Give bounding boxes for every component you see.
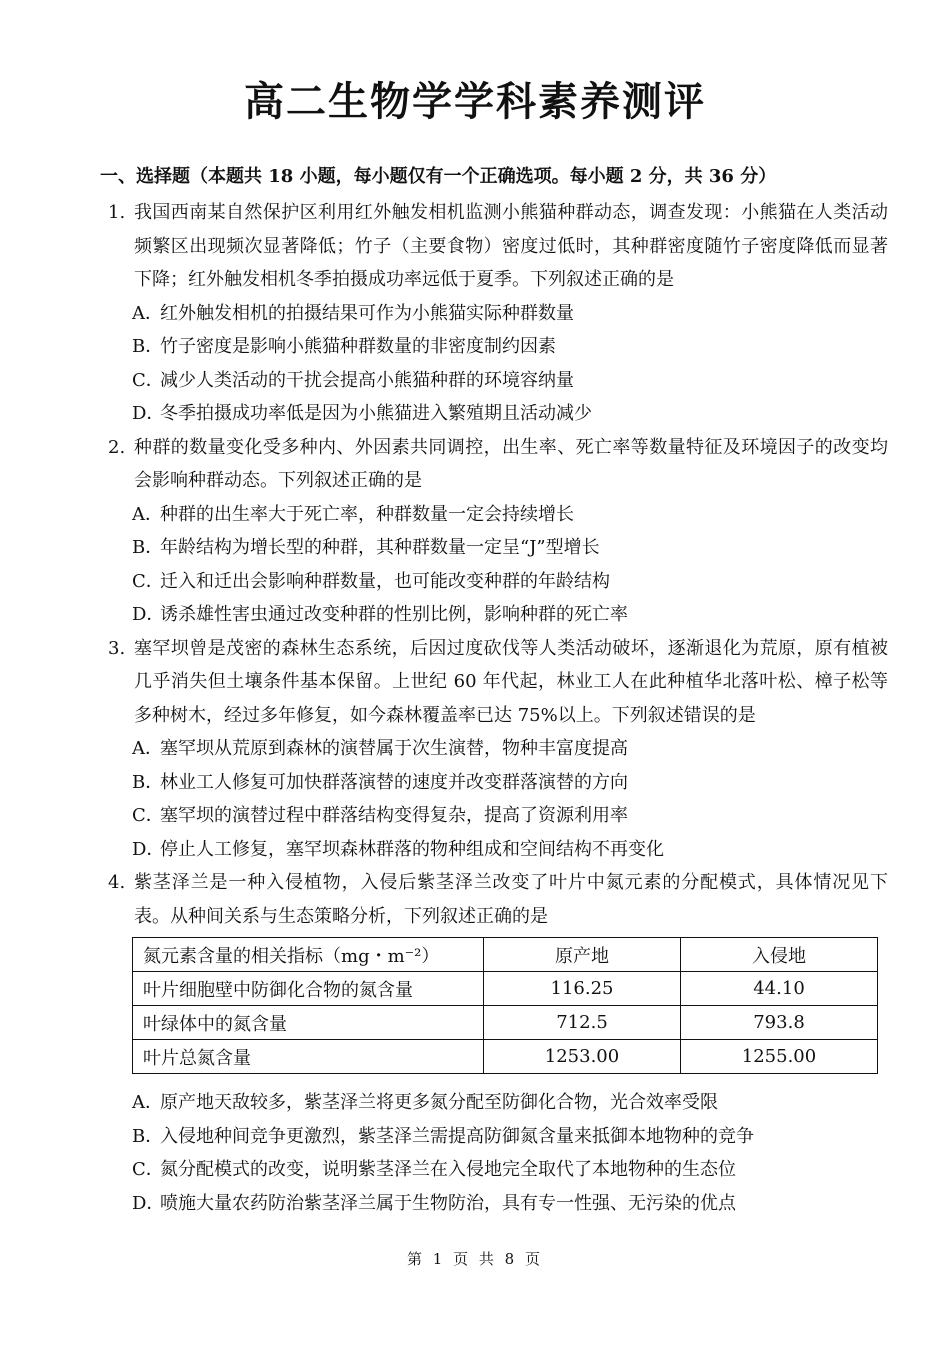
table-cell: 叶片总氮含量	[133, 1040, 484, 1074]
option-text: 林业工人修复可加快群落演替的速度并改变群落演替的方向	[160, 771, 628, 793]
option-a	[108, 1086, 888, 1120]
option-text: 诱杀雄性害虫通过改变种群的性别比例，影响种群的死亡率	[160, 604, 628, 625]
table-row	[133, 972, 878, 1006]
question-number: 4.	[108, 872, 126, 893]
option-text: 原产地天敌较多，紫茎泽兰将更多氮分配至防御化合物，光合效率受限	[160, 1092, 718, 1113]
question-stem: 紫茎泽兰是一种入侵植物，入侵后紫茎泽兰改变了叶片中氮元素的分配模式，具体情况见下表。从种间关系与生态策略分析，下列叙述正确的是	[134, 872, 888, 927]
question-2	[108, 431, 888, 632]
option-label: C．	[132, 369, 164, 391]
option-b	[108, 1120, 888, 1154]
table-header-row	[133, 938, 878, 972]
table-row	[133, 1006, 878, 1040]
option-text: 竹子密度是影响小熊猫种群数量的非密度制约因素	[160, 336, 556, 357]
option-label: A．	[132, 1092, 163, 1113]
table-cell: 1255.00	[681, 1040, 878, 1074]
option-text: 塞罕坝的演替过程中群落结构变得复杂，提高了资源利用率	[160, 805, 628, 826]
option-label: D．	[132, 604, 165, 625]
question-stem: 我国西南某自然保护区利用红外触发相机监测小熊猫种群动态，调查发现：小熊猫在人类活动频繁区出现频次显著降低；竹子（主要食物）密度过低时，其种群密度随竹子密度降低而显著下降；红外触发相机冬季拍摄成功率远低于夏季。下列叙述正确的是	[134, 202, 888, 290]
question-stem: 塞罕坝曾是茂密的森林生态系统，后因过度砍伐等人类活动破坏，逐渐退化为荒原，原有植被几乎消失但土壤条件基本保留。上世纪 60 年代起，林业工人在此种植华北落叶松、樟子松等多种树木，经过多年修复，如今森林覆盖率已达 75%以上。下列叙述错误的是	[134, 637, 888, 726]
page-footer: 第 1 页 共 8 页	[407, 1250, 543, 1268]
option-label: D．	[132, 1192, 165, 1214]
option-label: C．	[132, 805, 164, 826]
table-header-cell: 入侵地	[681, 938, 878, 972]
option-label: C．	[132, 570, 164, 592]
option-text: 塞罕坝从荒原到森林的演替属于次生演替，物种丰富度提高	[160, 738, 628, 759]
section-heading: 一、选择题（本题共 18 小题，每小题仅有一个正确选项。每小题 2 分，共 36 分）	[100, 166, 777, 187]
option-d	[108, 1187, 888, 1221]
option-text: 氮分配模式的改变，说明紫茎泽兰在入侵地完全取代了本地物种的生态位	[160, 1159, 736, 1180]
table-cell: 712.5	[484, 1006, 681, 1040]
option-text: 迁入和迁出会影响种群数量，也可能改变种群的年龄结构	[160, 570, 610, 592]
question-number: 1.	[108, 202, 126, 223]
table-cell: 116.25	[484, 972, 681, 1006]
option-text: 入侵地种间竞争更激烈，紫茎泽兰需提高防御氮含量来抵御本地物种的竞争	[160, 1125, 754, 1147]
option-label: D．	[132, 838, 165, 860]
option-label: B．	[132, 1125, 164, 1147]
table-header-cell: 原产地	[484, 938, 681, 972]
question-4	[108, 866, 888, 1220]
question-1	[108, 196, 888, 431]
question-stem: 种群的数量变化受多种内、外因素共同调控，出生率、死亡率等数量特征及环境因子的改变均会影响种群动态。下列叙述正确的是	[134, 436, 888, 491]
option-label: B．	[132, 336, 164, 357]
option-label: B．	[132, 537, 164, 558]
option-label: B．	[132, 771, 164, 793]
table-cell: 793.8	[681, 1006, 878, 1040]
option-label: D．	[132, 403, 165, 424]
option-text: 喷施大量农药防治紫茎泽兰属于生物防治，具有专一性强、无污染的优点	[160, 1192, 736, 1214]
option-a	[108, 732, 888, 766]
option-text: 年龄结构为增长型的种群，其种群数量一定呈“J”型增长	[160, 537, 600, 558]
table-cell: 44.10	[681, 972, 878, 1006]
option-c	[108, 799, 888, 833]
question-number: 3.	[108, 637, 126, 659]
option-text: 种群的出生率大于死亡率，种群数量一定会持续增长	[160, 503, 574, 525]
option-c	[108, 565, 888, 599]
option-c	[108, 1153, 888, 1187]
option-text: 冬季拍摄成功率低是因为小熊猫进入繁殖期且活动减少	[160, 403, 592, 424]
option-label: A．	[132, 302, 163, 324]
option-b	[108, 531, 888, 565]
option-d	[108, 397, 888, 431]
table-cell: 叶片细胞壁中防御化合物的氮含量	[133, 972, 484, 1006]
option-label: C．	[132, 1159, 164, 1180]
table-cell: 1253.00	[484, 1040, 681, 1074]
option-d	[108, 833, 888, 867]
question-number: 2.	[108, 436, 126, 458]
option-a	[108, 498, 888, 532]
option-text: 减少人类活动的干扰会提高小熊猫种群的环境容纳量	[160, 369, 574, 391]
table-cell: 叶绿体中的氮含量	[133, 1006, 484, 1040]
table-row	[133, 1040, 878, 1074]
option-b	[108, 330, 888, 364]
option-b	[108, 766, 888, 800]
option-label: A．	[132, 503, 163, 525]
option-label: A．	[132, 738, 163, 759]
option-d	[108, 598, 888, 632]
option-c	[108, 364, 888, 398]
page-title: 高二生物学学科素养测评	[244, 79, 706, 125]
question-3	[108, 632, 888, 867]
table-header-cell: 氮元素含量的相关指标（mg・m⁻²）	[133, 938, 484, 972]
option-text: 停止人工修复，塞罕坝森林群落的物种组成和空间结构不再变化	[160, 838, 664, 860]
nitrogen-table	[132, 937, 878, 1074]
option-a	[108, 297, 888, 331]
option-text: 红外触发相机的拍摄结果可作为小熊猫实际种群数量	[160, 302, 574, 324]
question-list	[108, 196, 888, 1220]
